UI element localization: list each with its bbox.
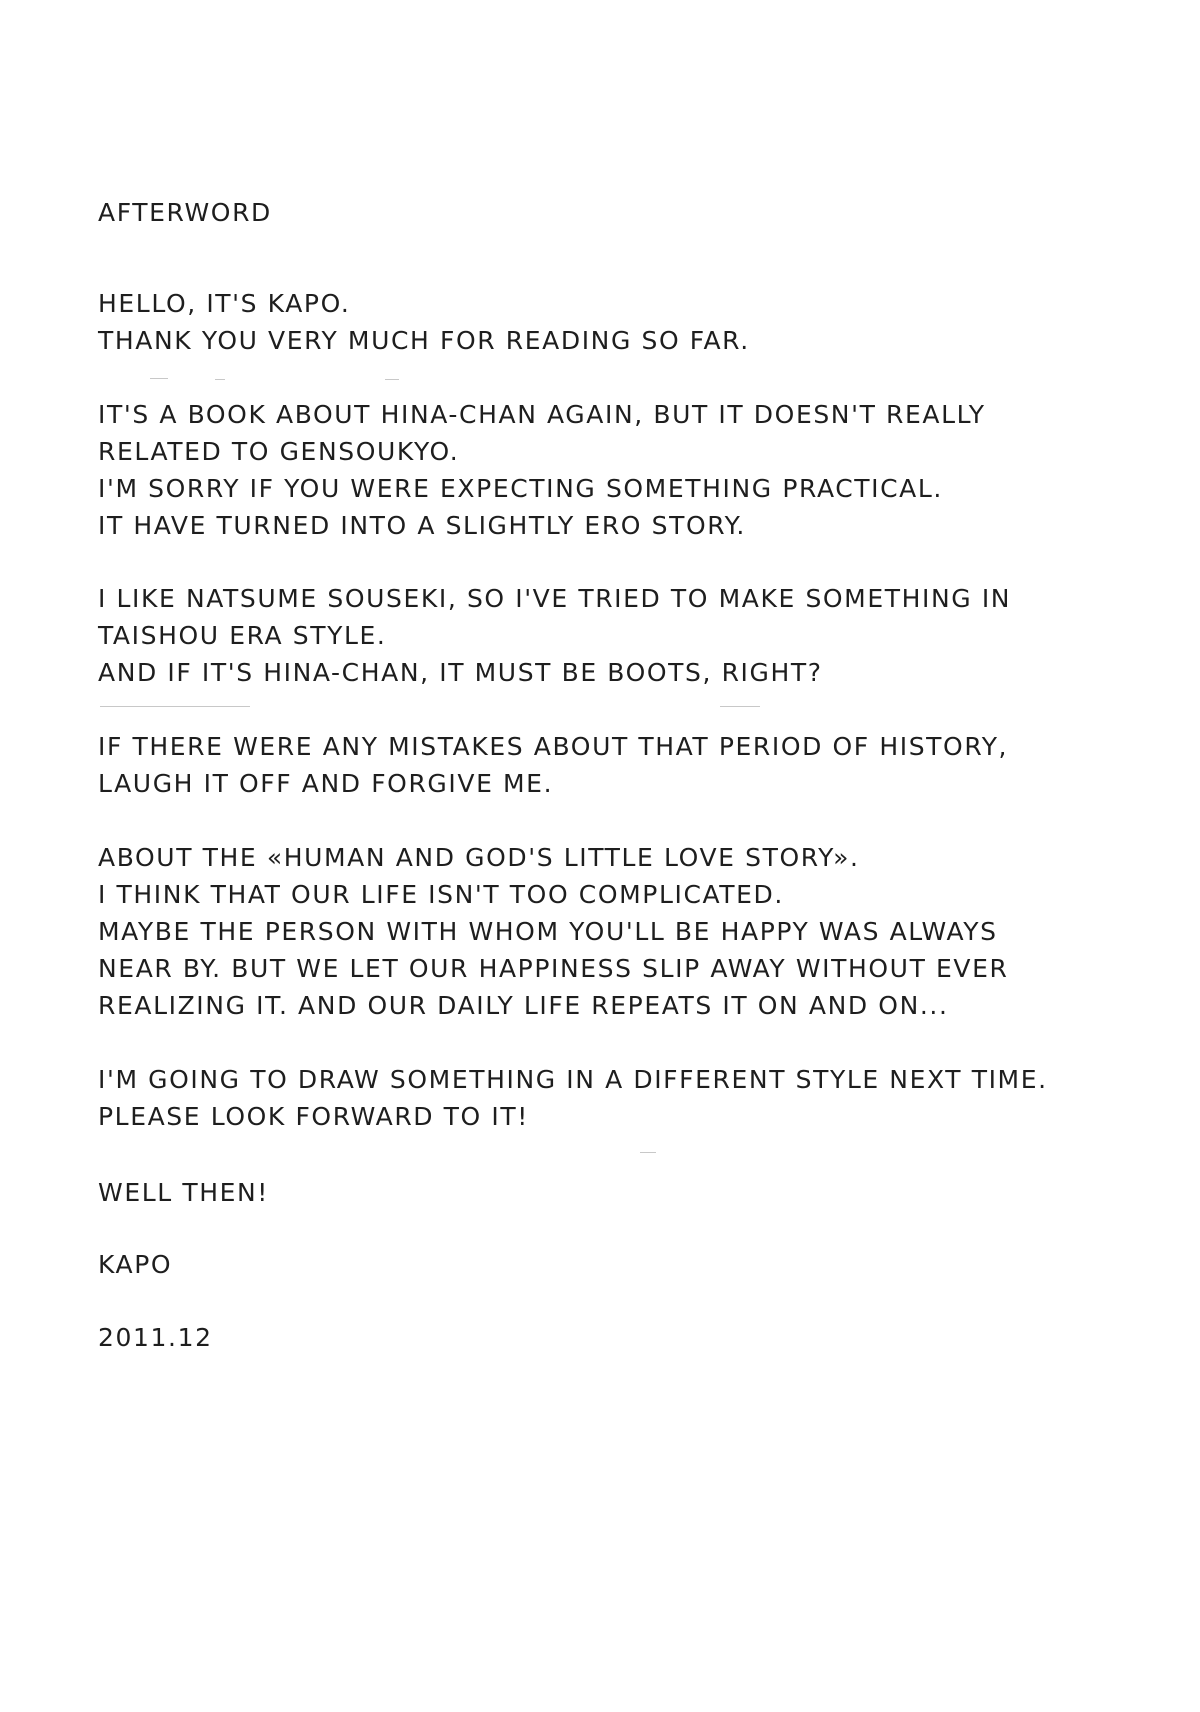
paper-speck [100, 706, 250, 707]
date: 2011.12 [98, 1323, 213, 1352]
paragraph-line: IT HAVE TURNED INTO A SLIGHTLY ERO STORY. [98, 511, 746, 540]
paragraph-line: IT'S A BOOK ABOUT HINA-CHAN AGAIN, BUT IT DOESN'T REALLY [98, 400, 986, 429]
paragraph-line: IF THERE WERE ANY MISTAKES ABOUT THAT PERIOD OF HISTORY, [98, 732, 1009, 761]
paragraph-line: I THINK THAT OUR LIFE ISN'T TOO COMPLICATED. [98, 880, 784, 909]
paragraph-line: NEAR BY. BUT WE LET OUR HAPPINESS SLIP AWAY WITHOUT EVER [98, 954, 1009, 983]
paragraph-line: AND IF IT'S HINA-CHAN, IT MUST BE BOOTS, RIGHT? [98, 658, 823, 687]
greeting-line: THANK YOU VERY MUCH FOR READING SO FAR. [98, 326, 750, 355]
paper-speck [215, 379, 225, 380]
paper-speck [640, 1152, 656, 1153]
signature: KAPO [98, 1250, 173, 1279]
paper-speck [720, 706, 760, 707]
paragraph-line: I'M GOING TO DRAW SOMETHING IN A DIFFERENT STYLE NEXT TIME. [98, 1065, 1048, 1094]
paper-speck [385, 379, 399, 380]
sign-off: WELL THEN! [98, 1178, 269, 1207]
afterword-heading: AFTERWORD [98, 198, 272, 227]
paper-speck [150, 378, 168, 379]
greeting-line: HELLO, IT'S KAPO. [98, 289, 351, 318]
paragraph-line: LAUGH IT OFF AND FORGIVE ME. [98, 769, 554, 798]
paragraph-line: I LIKE NATSUME SOUSEKI, SO I'VE TRIED TO MAKE SOMETHING IN [98, 584, 1012, 613]
paragraph-line: ABOUT THE «HUMAN AND GOD'S LITTLE LOVE STORY». [98, 843, 860, 872]
paragraph-line: RELATED TO GENSOUKYO. [98, 437, 460, 466]
paragraph-line: I'M SORRY IF YOU WERE EXPECTING SOMETHING PRACTICAL. [98, 474, 943, 503]
paragraph-line: PLEASE LOOK FORWARD TO IT! [98, 1102, 529, 1131]
paragraph-line: MAYBE THE PERSON WITH WHOM YOU'LL BE HAPPY WAS ALWAYS [98, 917, 998, 946]
paragraph-line: TAISHOU ERA STYLE. [98, 621, 387, 650]
paragraph-line: REALIZING IT. AND OUR DAILY LIFE REPEATS IT ON AND ON... [98, 991, 949, 1020]
